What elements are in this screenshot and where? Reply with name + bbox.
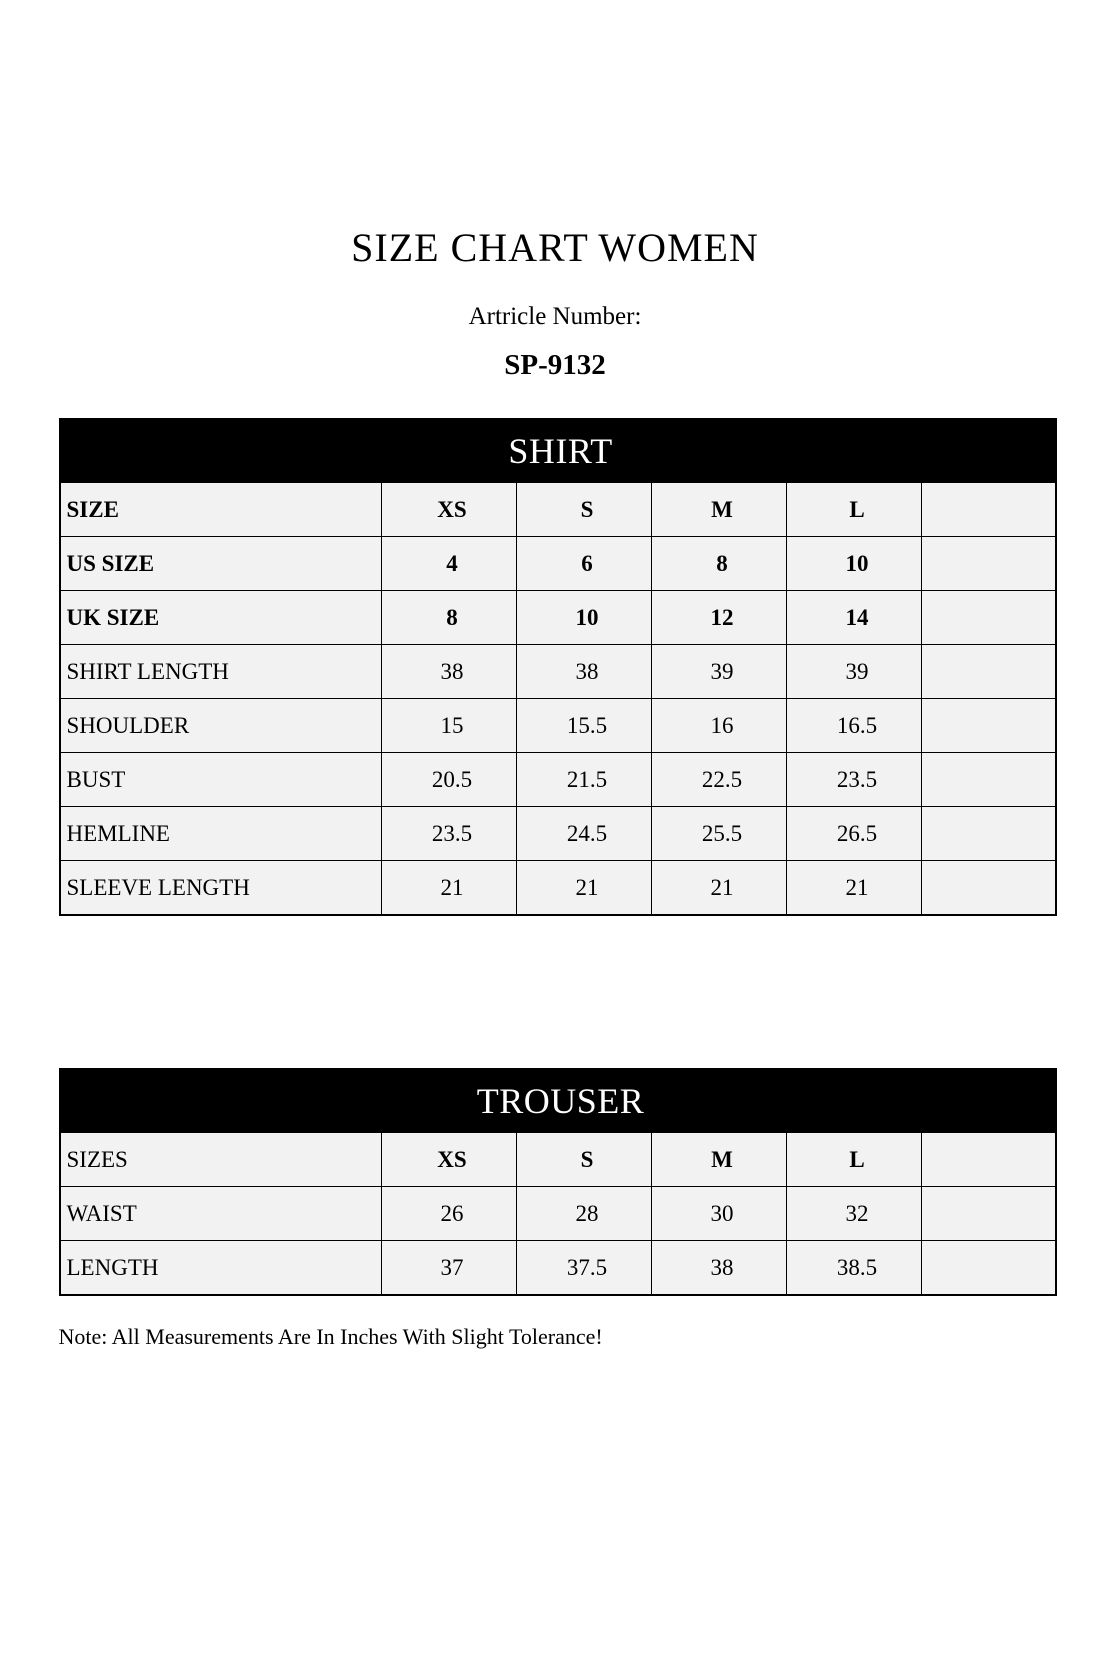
table-row (60, 1241, 1056, 1296)
cell-value: 26 (382, 1187, 517, 1241)
cell-blank (922, 537, 1056, 591)
cell-value: 8 (652, 537, 787, 591)
trouser-banner-label: TROUSER (60, 1069, 1056, 1133)
row-label: SLEEVE LENGTH (60, 861, 382, 916)
cell-value: 25.5 (652, 807, 787, 861)
cell-blank (922, 753, 1056, 807)
measurement-note: Note: All Measurements Are In Inches With Slight Tolerance! (58, 1324, 603, 1349)
table-row (60, 537, 1056, 591)
cell-value: 16 (652, 699, 787, 753)
cell-value: L (787, 1133, 922, 1187)
cell-blank (922, 591, 1056, 645)
cell-value: 20.5 (382, 753, 517, 807)
cell-value: 6 (517, 537, 652, 591)
cell-value: 37 (382, 1241, 517, 1296)
cell-value: 32 (787, 1187, 922, 1241)
shirt-banner-row (60, 419, 1056, 483)
cell-value: 4 (382, 537, 517, 591)
cell-value: 14 (787, 591, 922, 645)
table-row (60, 1187, 1056, 1241)
cell-value: 21.5 (517, 753, 652, 807)
row-label: UK SIZE (60, 591, 382, 645)
cell-value: 30 (652, 1187, 787, 1241)
shirt-table-container (59, 418, 1052, 916)
shirt-banner-label: SHIRT (60, 419, 1056, 483)
row-label: WAIST (60, 1187, 382, 1241)
cell-value: 15 (382, 699, 517, 753)
cell-value: S (517, 483, 652, 537)
cell-value: 16.5 (787, 699, 922, 753)
cell-blank (922, 807, 1056, 861)
cell-value: 38 (652, 1241, 787, 1296)
cell-value: 15.5 (517, 699, 652, 753)
cell-value: 23.5 (787, 753, 922, 807)
section-spacer (0, 916, 1110, 1068)
cell-blank (922, 1133, 1056, 1187)
row-label: HEMLINE (60, 807, 382, 861)
cell-value: 39 (787, 645, 922, 699)
cell-value: 22.5 (652, 753, 787, 807)
cell-value: 10 (787, 537, 922, 591)
table-row (60, 861, 1056, 916)
cell-blank (922, 1187, 1056, 1241)
cell-value: M (652, 1133, 787, 1187)
row-label: LENGTH (60, 1241, 382, 1296)
cell-value: 37.5 (517, 1241, 652, 1296)
cell-value: 21 (517, 861, 652, 916)
cell-value: XS (382, 483, 517, 537)
cell-value: 38 (382, 645, 517, 699)
article-number: SP-9132 (504, 349, 606, 381)
cell-blank (922, 699, 1056, 753)
row-label: SIZES (60, 1133, 382, 1187)
row-label: US SIZE (60, 537, 382, 591)
cell-blank (922, 1241, 1056, 1296)
cell-value: 38 (517, 645, 652, 699)
article-label: Artricle Number: (468, 303, 642, 330)
row-label: SHOULDER (60, 699, 382, 753)
cell-value: 12 (652, 591, 787, 645)
row-label: SHIRT LENGTH (60, 645, 382, 699)
trouser-banner-row (60, 1069, 1056, 1133)
table-row (60, 699, 1056, 753)
table-row (60, 645, 1056, 699)
table-row (60, 591, 1056, 645)
table-row (60, 753, 1056, 807)
page-title: SIZE CHART WOMEN (351, 225, 759, 270)
cell-value: 23.5 (382, 807, 517, 861)
row-label: SIZE (60, 483, 382, 537)
cell-value: L (787, 483, 922, 537)
cell-value: 8 (382, 591, 517, 645)
cell-blank (922, 645, 1056, 699)
cell-blank (922, 483, 1056, 537)
table-row (60, 483, 1056, 537)
cell-value: 28 (517, 1187, 652, 1241)
shirt-size-table (59, 418, 1057, 916)
cell-value: S (517, 1133, 652, 1187)
cell-value: 26.5 (787, 807, 922, 861)
cell-value: 21 (787, 861, 922, 916)
trouser-table-container (59, 1068, 1052, 1296)
cell-value: 10 (517, 591, 652, 645)
cell-value: M (652, 483, 787, 537)
cell-value: 21 (652, 861, 787, 916)
cell-blank (922, 861, 1056, 916)
cell-value: 21 (382, 861, 517, 916)
row-label: BUST (60, 753, 382, 807)
trouser-size-table (59, 1068, 1057, 1296)
table-row (60, 1133, 1056, 1187)
cell-value: 24.5 (517, 807, 652, 861)
table-row (60, 807, 1056, 861)
cell-value: 39 (652, 645, 787, 699)
cell-value: XS (382, 1133, 517, 1187)
cell-value: 38.5 (787, 1241, 922, 1296)
